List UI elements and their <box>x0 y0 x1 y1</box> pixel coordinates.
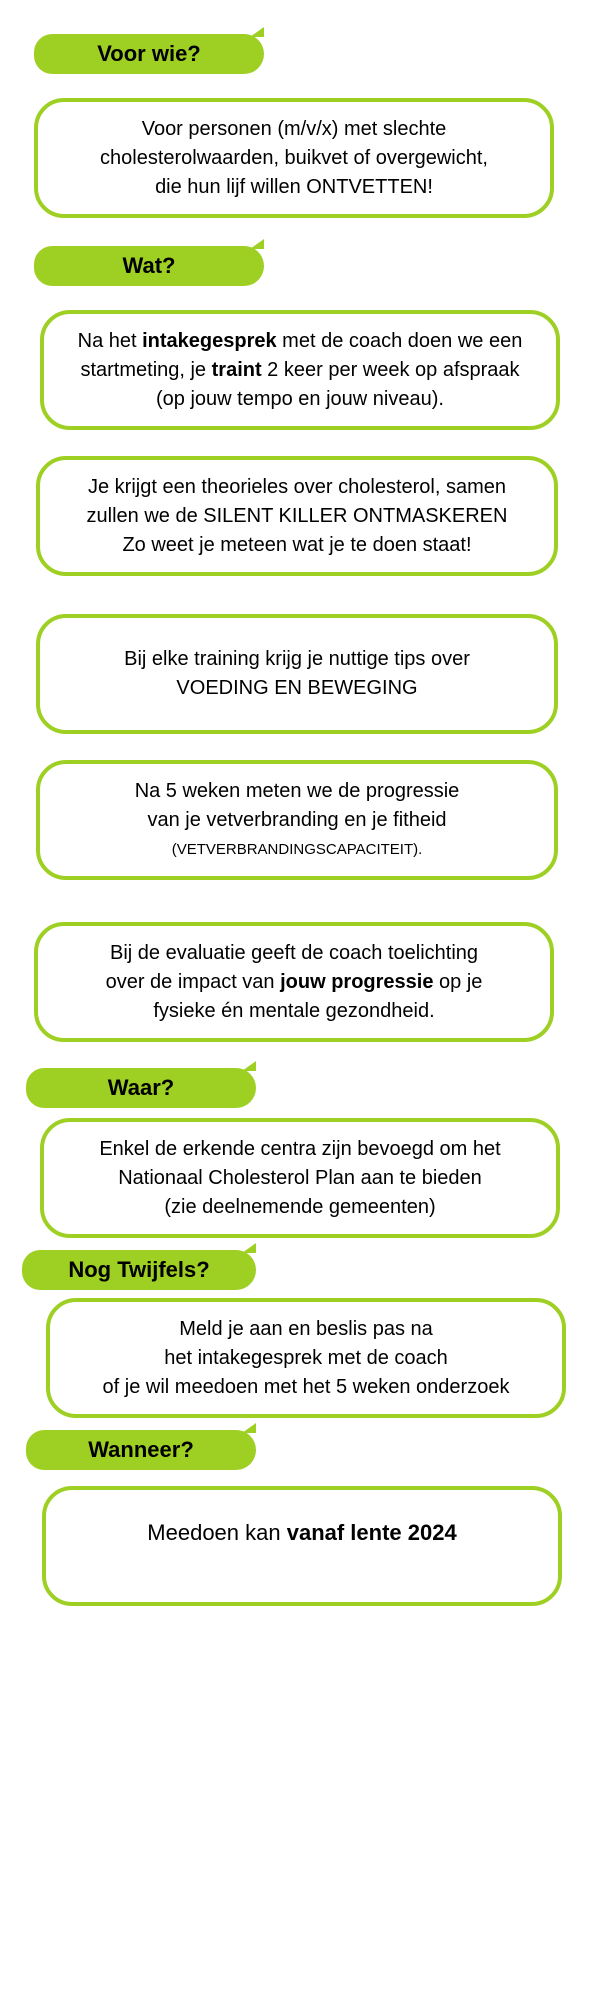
twijfels-title: Nog Twijfels? <box>68 1257 210 1282</box>
twijfels-line-2: het intakegesprek met de coach <box>164 1346 448 1369</box>
voor-wie-line-2: cholesterolwaarden, buikvet of overgewicht, <box>100 146 488 169</box>
wat-title: Wat? <box>122 253 176 278</box>
wat-box1-line-2: startmeting, je traint 2 keer per week op afspraak <box>80 358 520 381</box>
section-title-waar <box>26 1068 256 1108</box>
waar-title: Waar? <box>107 1075 175 1100</box>
waar-line-1: Enkel de erkende centra zijn bevoegd om het <box>99 1137 501 1160</box>
wat-box1-line-3: (op jouw tempo en jouw niveau). <box>156 387 444 410</box>
wat-box4-line-2: van je vetverbranding en je fitheid <box>147 808 447 831</box>
wanneer-box <box>42 1486 562 1606</box>
wat-box-intake <box>40 310 560 430</box>
waar-box <box>40 1118 560 1238</box>
section-title-voor-wie <box>34 34 264 74</box>
wat-box5-line-3: fysieke én mentale gezondheid. <box>153 999 435 1022</box>
wat-box4-line-1: Na 5 weken meten we de progressie <box>134 779 460 802</box>
wat-box2-line-3: Zo weet je meteen wat je te doen staat! <box>122 533 472 556</box>
voor-wie-line-1: Voor personen (m/v/x) met slechte <box>141 117 447 140</box>
voor-wie-title: Voor wie? <box>97 41 201 66</box>
section-title-twijfels <box>22 1250 256 1290</box>
wat-box2-line-2: zullen we de SILENT KILLER ONTMASKEREN <box>86 504 508 527</box>
waar-line-3: (zie deelnemende gemeenten) <box>164 1195 436 1218</box>
wat-box-evaluatie <box>34 922 554 1042</box>
twijfels-line-1: Meld je aan en beslis pas na <box>179 1317 433 1340</box>
voor-wie-line-3: die hun lijf willen ONTVETTEN! <box>155 175 433 198</box>
wat-box4-line-3: (VETVERBRANDINGSCAPACITEIT). <box>171 840 423 858</box>
wat-box5-line-2: over de impact van jouw progressie op je <box>105 970 483 993</box>
wat-box3-line-1: Bij elke training krijg je nuttige tips over <box>124 648 470 670</box>
wat-box1-line-1: Na het intakegesprek met de coach doen we een <box>77 329 523 352</box>
twijfels-line-3: of je wil meedoen met het 5 weken onderzoek <box>102 1375 510 1398</box>
waar-line-2: Nationaal Cholesterol Plan aan te bieden <box>118 1166 482 1189</box>
section-title-wanneer <box>26 1430 256 1470</box>
twijfels-box <box>46 1298 566 1418</box>
wat-box-meting <box>36 760 558 880</box>
wat-box-tips <box>36 614 558 734</box>
voor-wie-box <box>34 98 554 218</box>
wat-box2-line-1: Je krijgt een theorieles over cholesterol, samen <box>88 475 506 498</box>
wanneer-line-1: Meedoen kan vanaf lente 2024 <box>147 1520 457 1545</box>
wat-box-theorieles <box>36 456 558 576</box>
section-title-wat <box>34 246 264 286</box>
wat-box3-line-2: VOEDING EN BEWEGING <box>176 677 418 699</box>
wanneer-title: Wanneer? <box>88 1437 194 1462</box>
wat-box5-line-1: Bij de evaluatie geeft de coach toelichting <box>109 941 479 964</box>
